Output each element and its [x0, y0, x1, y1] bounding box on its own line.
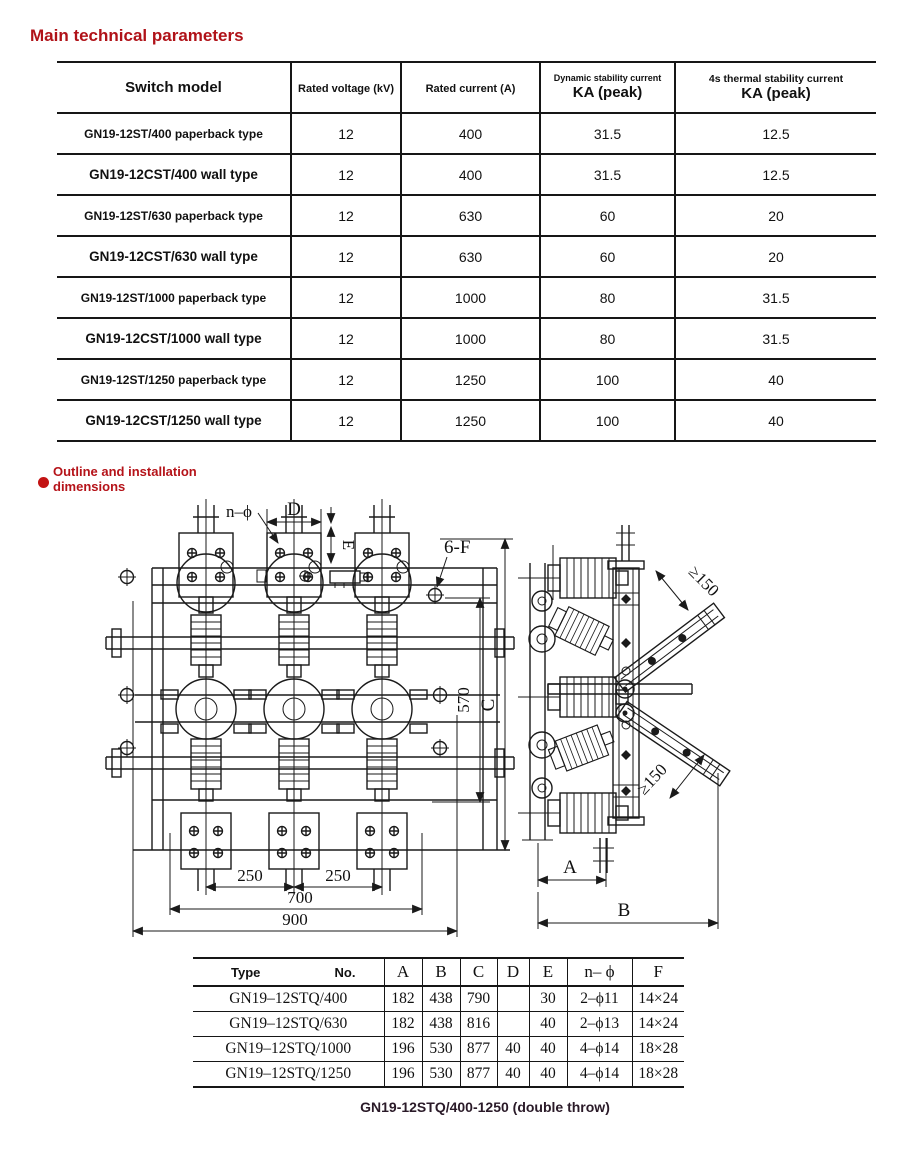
table-row: [57, 400, 876, 441]
table-row: [57, 113, 876, 154]
col-header-thermal-stability: [675, 62, 876, 113]
cell-model: GN19-12CST/630 wall type: [57, 236, 291, 277]
section-title-line1: Outline and installation: [53, 464, 197, 479]
cell-type: GN19–12STQ/630: [193, 1012, 384, 1037]
header-label: Switch model: [125, 78, 222, 96]
cell-dynamic: 31.5: [540, 154, 675, 195]
col-header-b: B: [422, 958, 460, 986]
cell-type: GN19–12STQ/400: [193, 986, 384, 1012]
cell-voltage: 12: [291, 359, 401, 400]
cell-thermal: 31.5: [675, 318, 876, 359]
dimensions-table: [193, 957, 684, 1088]
spec-header-row: [57, 62, 876, 113]
cell-e: 40: [529, 1062, 567, 1088]
cell-a: 196: [384, 1062, 422, 1088]
dim-label-b: B: [617, 900, 631, 921]
side-view: [518, 525, 730, 929]
col-header-c: C: [460, 958, 497, 986]
dim-label-250-left: 250: [237, 866, 263, 885]
cell-voltage: 12: [291, 113, 401, 154]
cell-model: GN19-12ST/1000 paperback type: [57, 277, 291, 318]
cell-c: 790: [460, 986, 497, 1012]
dim-label-ge150-bottom: ≥150: [633, 760, 671, 799]
dim-label-900: 900: [282, 910, 308, 929]
cell-a: 182: [384, 986, 422, 1012]
dim-label-d: D: [287, 499, 301, 520]
cell-thermal: 40: [675, 400, 876, 441]
col-header-d: D: [497, 958, 529, 986]
table-row: [193, 986, 684, 1012]
cell-c: 877: [460, 1037, 497, 1062]
technical-drawing: [0, 493, 900, 955]
header-unit: KA (peak): [572, 84, 643, 101]
table-row: [57, 277, 876, 318]
cell-d: 40: [497, 1037, 529, 1062]
dim-label-ge150-top: ≥150: [684, 562, 723, 601]
col-header-f: F: [632, 958, 684, 986]
cell-current: 400: [401, 113, 540, 154]
col-header-e: E: [529, 958, 567, 986]
cell-c: 877: [460, 1062, 497, 1088]
cell-b: 530: [422, 1037, 460, 1062]
table-row: [193, 1062, 684, 1088]
cell-d: 40: [497, 1062, 529, 1088]
cell-d: [497, 1012, 529, 1037]
cell-dynamic: 100: [540, 359, 675, 400]
cell-voltage: 12: [291, 195, 401, 236]
cell-thermal: 31.5: [675, 277, 876, 318]
section-title-line2: dimensions: [53, 479, 126, 494]
cell-a: 196: [384, 1037, 422, 1062]
col-header-n-phi: n– ϕ: [567, 958, 632, 986]
cell-d: [497, 986, 529, 1012]
cell-model: GN19-12CST/1000 wall type: [57, 318, 291, 359]
cell-f: 14×24: [632, 1012, 684, 1037]
cell-model: GN19-12ST/1250 paperback type: [57, 359, 291, 400]
cell-a: 182: [384, 1012, 422, 1037]
cell-e: 40: [529, 1012, 567, 1037]
cell-e: 30: [529, 986, 567, 1012]
cell-voltage: 12: [291, 318, 401, 359]
table-row: [193, 1037, 684, 1062]
front-view: [106, 499, 514, 937]
dim-label-6f: 6-F: [444, 537, 471, 558]
cell-n-phi: 4–ϕ14: [567, 1062, 632, 1088]
table-row: [57, 318, 876, 359]
cell-model: GN19-12CST/1250 wall type: [57, 400, 291, 441]
header-type: Type: [231, 964, 261, 980]
cell-dynamic: 100: [540, 400, 675, 441]
header-label: Dynamic stability current: [553, 73, 662, 83]
table-row: [57, 359, 876, 400]
col-header-switch-model: [57, 62, 291, 113]
header-label: 4s thermal stability current: [708, 72, 844, 85]
cell-type: GN19–12STQ/1250: [193, 1062, 384, 1088]
table-row: [57, 195, 876, 236]
dims-header-row: [193, 958, 684, 986]
cell-model: GN19-12ST/630 paperback type: [57, 195, 291, 236]
cell-thermal: 20: [675, 236, 876, 277]
cell-dynamic: 80: [540, 318, 675, 359]
cell-f: 18×28: [632, 1037, 684, 1062]
dim-label-c: C: [478, 698, 499, 712]
col-header-dynamic-stability: [540, 62, 675, 113]
cell-thermal: 40: [675, 359, 876, 400]
section-title: [53, 464, 197, 494]
cell-thermal: 12.5: [675, 113, 876, 154]
dim-label-n-phi: n–ϕ: [226, 502, 252, 521]
page-title: Main technical parameters: [30, 26, 244, 45]
cell-current: 400: [401, 154, 540, 195]
col-header-a: A: [384, 958, 422, 986]
table-row: [57, 236, 876, 277]
dim-label-570: 570: [454, 687, 473, 713]
cell-current: 1000: [401, 277, 540, 318]
header-no: No.: [334, 964, 356, 980]
dim-label-250-right: 250: [325, 866, 351, 885]
cell-model: GN19-12ST/400 paperback type: [57, 113, 291, 154]
cell-n-phi: 4–ϕ14: [567, 1037, 632, 1062]
cell-model: GN19-12CST/400 wall type: [57, 154, 291, 195]
cell-current: 1000: [401, 318, 540, 359]
cell-type: GN19–12STQ/1000: [193, 1037, 384, 1062]
col-header-rated-voltage: [291, 62, 401, 113]
cell-b: 530: [422, 1062, 460, 1088]
section-bullet-icon: [38, 477, 49, 488]
cell-e: 40: [529, 1037, 567, 1062]
cell-voltage: 12: [291, 154, 401, 195]
col-header-rated-current: [401, 62, 540, 113]
cell-current: 1250: [401, 359, 540, 400]
cell-voltage: 12: [291, 277, 401, 318]
cell-thermal: 12.5: [675, 154, 876, 195]
cell-b: 438: [422, 1012, 460, 1037]
cell-thermal: 20: [675, 195, 876, 236]
cell-dynamic: 31.5: [540, 113, 675, 154]
table-row: [193, 1012, 684, 1037]
header-label: Rated current (A): [425, 82, 516, 95]
cell-b: 438: [422, 986, 460, 1012]
cell-n-phi: 2–ϕ11: [567, 986, 632, 1012]
dim-label-a: A: [563, 857, 577, 878]
cell-dynamic: 80: [540, 277, 675, 318]
cell-n-phi: 2–ϕ13: [567, 1012, 632, 1037]
spec-table: [57, 61, 876, 442]
col-header-type-no: [193, 958, 384, 986]
cell-current: 630: [401, 236, 540, 277]
cell-voltage: 12: [291, 236, 401, 277]
cell-voltage: 12: [291, 400, 401, 441]
drawing-caption: GN19-12STQ/400-1250 (double throw): [360, 1099, 610, 1115]
header-unit: KA (peak): [741, 84, 811, 102]
cell-f: 18×28: [632, 1062, 684, 1088]
cell-dynamic: 60: [540, 236, 675, 277]
cell-current: 1250: [401, 400, 540, 441]
cell-current: 630: [401, 195, 540, 236]
cell-dynamic: 60: [540, 195, 675, 236]
header-label: Rated voltage (kV): [298, 82, 394, 95]
dim-label-700: 700: [287, 888, 313, 907]
cell-f: 14×24: [632, 986, 684, 1012]
dim-label-e: E: [339, 539, 358, 551]
cell-c: 816: [460, 1012, 497, 1037]
table-row: [57, 154, 876, 195]
